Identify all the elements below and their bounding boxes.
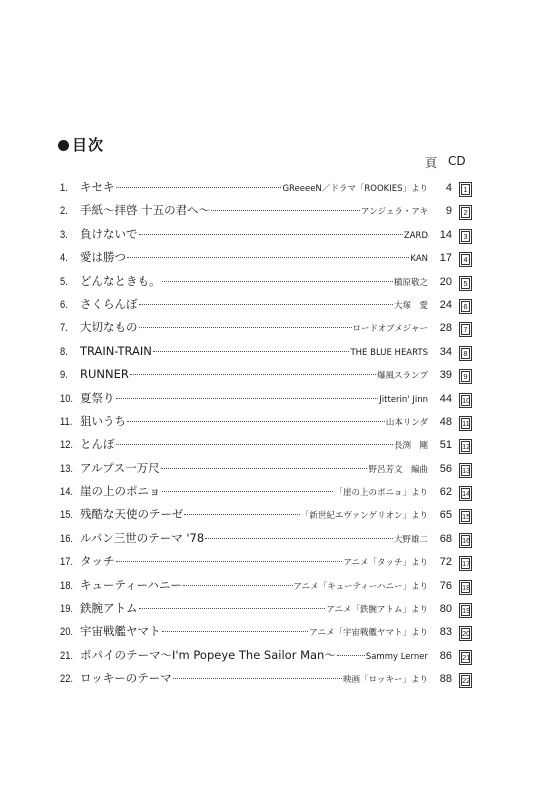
- cd-track-icon: 10: [462, 395, 471, 405]
- cd-track-icon: 2: [461, 207, 470, 218]
- dot-leader: [153, 351, 350, 352]
- dot-leader: [139, 327, 352, 328]
- toc-entry[interactable]: [60, 597, 470, 620]
- page-number: 14: [439, 228, 452, 241]
- song-artist: Jitterin' Jinn: [379, 394, 428, 405]
- toc-entry[interactable]: [60, 574, 470, 597]
- song-title: とんぼ: [80, 437, 115, 452]
- entry-number: 5.: [60, 275, 68, 288]
- song-title: 狙いうち: [80, 413, 126, 428]
- entry-number: 7.: [60, 322, 68, 335]
- song-title: キューティーハニー: [80, 577, 183, 592]
- cd-track-icon: 12: [462, 442, 471, 452]
- cd-track-icon: 18: [462, 582, 471, 592]
- entry-number: 10.: [60, 392, 74, 405]
- toc-entry[interactable]: [60, 387, 470, 410]
- page-number: 51: [439, 439, 452, 452]
- entry-number: 21.: [60, 649, 74, 662]
- dot-leader: [162, 631, 309, 632]
- song-title: キセキ: [80, 180, 115, 194]
- song-title: 崖の上のポニョ: [80, 484, 161, 499]
- page-number: 4: [445, 182, 452, 194]
- page-number: 17: [439, 252, 452, 265]
- page-number: 48: [439, 415, 452, 428]
- page-number: 44: [439, 392, 452, 405]
- cd-track-icon: 14: [462, 489, 471, 499]
- cd-track-icon: 6: [461, 301, 470, 312]
- page-number: 80: [439, 603, 452, 616]
- entry-number: 17.: [60, 556, 74, 569]
- entry-number: 1.: [60, 182, 68, 194]
- song-artist: 山本リンダ: [385, 417, 428, 428]
- song-artist: 槇原敬之: [393, 277, 428, 288]
- entry-number: 20.: [60, 626, 74, 639]
- toc-entry[interactable]: [60, 480, 470, 503]
- song-title: アルプス一万尺: [80, 460, 160, 475]
- page-number: 76: [439, 579, 452, 592]
- toc-entry[interactable]: [60, 620, 470, 643]
- dot-leader: [173, 678, 342, 679]
- song-artist: THE BLUE HEARTS: [350, 347, 428, 358]
- toc-entry[interactable]: [60, 270, 470, 293]
- toc-entry[interactable]: [60, 457, 470, 480]
- toc-entry[interactable]: [60, 550, 470, 573]
- cd-track-icon: 22: [462, 676, 471, 686]
- dot-leader: [116, 444, 393, 445]
- toc-entry[interactable]: [60, 644, 470, 667]
- entry-number: 4.: [60, 252, 68, 265]
- song-title: タッチ: [80, 554, 115, 569]
- page-number: 28: [439, 322, 452, 335]
- bullet-icon: [58, 140, 69, 151]
- toc-entry[interactable]: [60, 223, 470, 246]
- song-title: RUNNER: [80, 367, 129, 382]
- song-title: どんなときも。: [80, 273, 161, 288]
- dot-leader: [205, 538, 393, 539]
- cd-track-icon: 8: [461, 348, 470, 359]
- song-artist: 「新世紀エヴァンゲリオン」より: [300, 511, 428, 522]
- cd-track-icon: 20: [462, 629, 471, 639]
- cd-track-icon: 19: [462, 606, 471, 616]
- dot-leader: [139, 608, 326, 609]
- toc-entry[interactable]: [60, 246, 470, 269]
- dot-leader: [183, 585, 293, 586]
- cd-track-icon: 1: [461, 184, 470, 195]
- toc-entry[interactable]: [60, 503, 470, 526]
- page-number: 65: [439, 509, 452, 522]
- page-number: 9: [445, 205, 452, 218]
- song-title: 残酷な天使のテーゼ: [80, 507, 184, 522]
- dot-leader: [116, 561, 343, 562]
- song-artist: アニメ「鉄腕アトム」より: [326, 605, 428, 616]
- song-artist: 爆風スランプ: [376, 371, 428, 382]
- entry-number: 8.: [60, 345, 68, 358]
- toc-entry[interactable]: [60, 199, 470, 222]
- song-artist: アニメ「宇宙戦艦ヤマト」より: [309, 628, 428, 639]
- toc-heading: [58, 134, 104, 155]
- entry-number: 19.: [60, 603, 74, 616]
- cd-track-icon: 9: [461, 371, 470, 382]
- dot-leader: [161, 468, 368, 469]
- cd-track-icon: 3: [461, 231, 470, 242]
- song-title: 手紙～拝啓 十五の君へ～: [80, 203, 211, 218]
- song-artist: Sammy Lerner: [365, 651, 428, 662]
- dot-leader: [162, 491, 334, 492]
- cd-track-icon: 15: [462, 512, 471, 522]
- entry-number: 18.: [60, 579, 74, 592]
- song-artist: 映画「ロッキー」より: [343, 675, 428, 686]
- song-title: 夏祭り: [80, 390, 115, 405]
- toc-entry[interactable]: [60, 410, 470, 433]
- song-title: TRAIN-TRAIN: [80, 343, 152, 358]
- dot-leader: [116, 398, 379, 399]
- entry-number: 11.: [60, 415, 73, 428]
- song-artist: ロードオブメジャー: [352, 324, 428, 335]
- cd-track-icon: 4: [461, 254, 470, 265]
- dot-leader: [162, 281, 393, 282]
- dot-leader: [127, 421, 385, 422]
- entry-number: 6.: [60, 298, 68, 311]
- song-title: 大切なもの: [80, 320, 138, 335]
- song-artist: ZARD: [403, 230, 428, 241]
- entry-number: 22.: [60, 673, 74, 686]
- song-title: 負けないで: [80, 226, 138, 241]
- cd-track-icon: 13: [462, 465, 471, 475]
- page-number: 83: [439, 626, 452, 639]
- song-title: ロッキーのテーマ: [80, 671, 172, 686]
- entry-number: 3.: [60, 228, 68, 241]
- page-number: 62: [439, 486, 452, 499]
- entry-number: 2.: [60, 205, 68, 218]
- toc-list: [60, 176, 470, 691]
- toc-entry[interactable]: [60, 363, 470, 386]
- dot-leader: [130, 374, 376, 375]
- cd-track-icon: 11: [462, 418, 470, 428]
- dot-leader: [139, 234, 403, 235]
- toc-entry[interactable]: [60, 293, 470, 316]
- page-number: 20: [439, 275, 452, 288]
- entry-number: 15.: [60, 509, 74, 522]
- dot-leader: [184, 514, 300, 515]
- song-artist: アンジェラ・アキ: [361, 207, 428, 218]
- song-artist: 大塚 愛: [393, 300, 428, 311]
- page-number: 56: [439, 462, 452, 475]
- page-column-header: 頁: [425, 156, 438, 170]
- song-title: 宇宙戦艦ヤマト: [80, 624, 161, 639]
- cd-track-icon: 17: [462, 559, 471, 569]
- song-artist: GReeeeN／ドラマ「ROOKIES」より: [282, 184, 428, 194]
- toc-entry[interactable]: [60, 433, 470, 456]
- song-title: さくらんぼ: [80, 296, 138, 311]
- dot-leader: [139, 304, 393, 305]
- song-artist: 大野雄二: [393, 534, 428, 545]
- song-artist: 野呂芳文 編曲: [368, 464, 428, 475]
- song-title: ポパイのテーマ～I'm Popeye The Sailor Man～: [80, 647, 336, 662]
- toc-entry[interactable]: [60, 340, 470, 363]
- toc-entry[interactable]: [60, 527, 470, 550]
- song-title: 愛は勝つ: [80, 250, 126, 265]
- song-artist: KAN: [410, 254, 428, 265]
- cd-track-icon: 7: [461, 324, 470, 335]
- dot-leader: [127, 257, 409, 258]
- song-title: 鉄腕アトム: [80, 601, 138, 616]
- toc-entry[interactable]: [60, 667, 470, 690]
- cd-track-icon: 16: [462, 535, 471, 545]
- page-number: 86: [439, 649, 452, 662]
- cd-track-icon: 21: [462, 652, 471, 662]
- song-artist: 長渕 剛: [393, 441, 428, 452]
- page-number: 88: [439, 673, 452, 686]
- song-artist: 「崖の上のポニョ」より: [334, 488, 428, 499]
- dot-leader: [116, 187, 282, 188]
- page-number: 39: [439, 369, 452, 382]
- entry-number: 13.: [60, 462, 74, 475]
- dot-leader: [211, 210, 360, 211]
- toc-heading-text: 目次: [72, 136, 105, 154]
- cd-track-icon: 5: [461, 278, 470, 289]
- song-title: ルパン三世のテーマ '78: [80, 530, 205, 545]
- page-number: 24: [439, 298, 452, 311]
- entry-number: 9.: [60, 369, 68, 382]
- dot-leader: [337, 655, 365, 656]
- entry-number: 12.: [60, 439, 74, 452]
- cd-column-header: CD: [448, 154, 466, 168]
- toc-entry[interactable]: [60, 316, 470, 339]
- entry-number: 16.: [60, 532, 74, 545]
- page-number: 34: [439, 345, 452, 358]
- toc-entry[interactable]: [60, 176, 470, 199]
- page-number: 72: [439, 556, 452, 569]
- song-artist: アニメ「タッチ」より: [343, 558, 428, 569]
- entry-number: 14.: [60, 486, 74, 499]
- song-artist: アニメ「キューティーハニー」より: [293, 581, 428, 592]
- page-number: 68: [439, 532, 452, 545]
